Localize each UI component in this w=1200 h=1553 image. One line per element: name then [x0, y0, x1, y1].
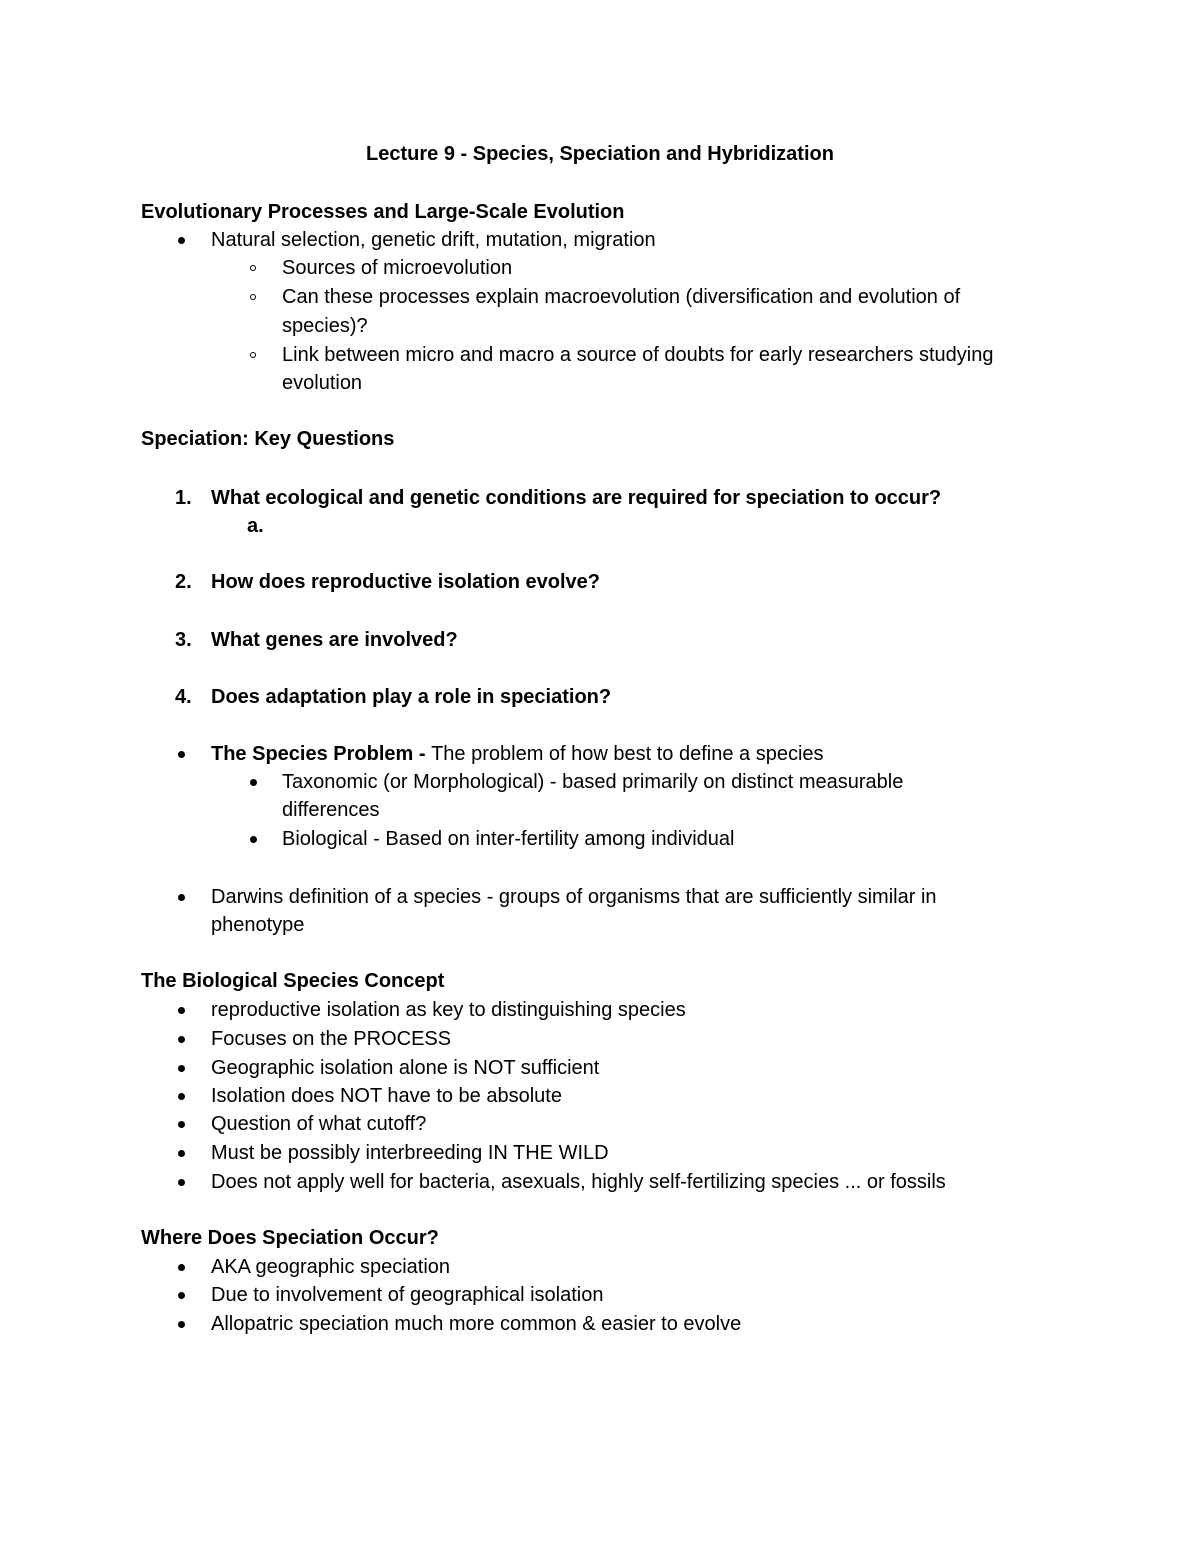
list-item: Allopatric speciation much more common & easier to evolve — [211, 1313, 742, 1335]
species-problem-dash: - — [413, 743, 432, 765]
list-item-continuation: species)? — [282, 315, 368, 337]
bullet-icon — [178, 1065, 185, 1072]
bullet-icon — [178, 1292, 185, 1299]
bullet-icon — [178, 1007, 185, 1014]
list-number: 4. — [175, 686, 192, 708]
list-item-continuation: differences — [282, 799, 380, 821]
list-item: Question of what cutoff? — [211, 1113, 427, 1135]
bullet-icon — [250, 836, 257, 843]
list-item: Isolation does NOT have to be absolute — [211, 1085, 562, 1107]
list-item: Can these processes explain macroevolution (diversification and evolution of — [282, 286, 961, 308]
bullet-icon — [178, 751, 185, 758]
question-2: How does reproductive isolation evolve? — [211, 571, 600, 593]
list-item-continuation: evolution — [282, 372, 363, 394]
hollow-bullet-icon — [250, 294, 256, 300]
page-title: Lecture 9 - Species, Speciation and Hybridization — [366, 143, 834, 165]
list-number: 2. — [175, 571, 192, 593]
bullet-icon — [178, 1036, 185, 1043]
list-item: Focuses on the PROCESS — [211, 1028, 452, 1050]
section-heading-where-speciation-occurs: Where Does Speciation Occur? — [141, 1227, 439, 1249]
list-item: Does not apply well for bacteria, asexuals, highly self-fertilizing species ... or fossils — [211, 1171, 946, 1193]
list-item: Darwins definition of a species - groups of organisms that are sufficiently similar in — [211, 886, 937, 908]
hollow-bullet-icon — [250, 352, 256, 358]
question-3: What genes are involved? — [211, 629, 458, 651]
section-heading-evolutionary-processes: Evolutionary Processes and Large-Scale Evolution — [141, 201, 625, 223]
list-item: AKA geographic speciation — [211, 1256, 451, 1278]
bullet-icon — [250, 779, 257, 786]
list-item: Natural selection, genetic drift, mutation, migration — [211, 229, 656, 251]
question-4: Does adaptation play a role in speciation? — [211, 686, 612, 708]
list-item: reproductive isolation as key to distinguishing species — [211, 999, 686, 1021]
bullet-icon — [178, 237, 185, 244]
list-item: Biological - Based on inter-fertility among individual — [282, 828, 735, 850]
bullet-icon — [178, 894, 185, 901]
bullet-icon — [178, 1121, 185, 1128]
species-problem-text: The problem of how best to define a species — [431, 743, 824, 765]
species-problem-label: The Species Problem — [211, 743, 414, 765]
section-heading-key-questions: Speciation: Key Questions — [141, 428, 395, 450]
sub-list-letter: a. — [247, 515, 264, 537]
bullet-icon — [178, 1321, 185, 1328]
hollow-bullet-icon — [250, 265, 256, 271]
list-number: 1. — [175, 487, 192, 509]
list-item: Sources of microevolution — [282, 257, 513, 279]
list-item: Must be possibly interbreeding IN THE WILD — [211, 1142, 609, 1164]
bullet-icon — [178, 1150, 185, 1157]
bullet-icon — [178, 1093, 185, 1100]
list-item-continuation: phenotype — [211, 914, 305, 936]
bullet-icon — [178, 1264, 185, 1271]
list-item: Due to involvement of geographical isolation — [211, 1284, 604, 1306]
section-heading-biological-species-concept: The Biological Species Concept — [141, 970, 445, 992]
list-number: 3. — [175, 629, 192, 651]
question-1: What ecological and genetic conditions are required for speciation to occur? — [211, 487, 942, 509]
list-item: Geographic isolation alone is NOT sufficient — [211, 1057, 600, 1079]
species-problem-item — [211, 742, 824, 766]
bullet-icon — [178, 1179, 185, 1186]
list-item: Taxonomic (or Morphological) - based primarily on distinct measurable — [282, 771, 904, 793]
list-item: Link between micro and macro a source of doubts for early researchers studying — [282, 344, 994, 366]
